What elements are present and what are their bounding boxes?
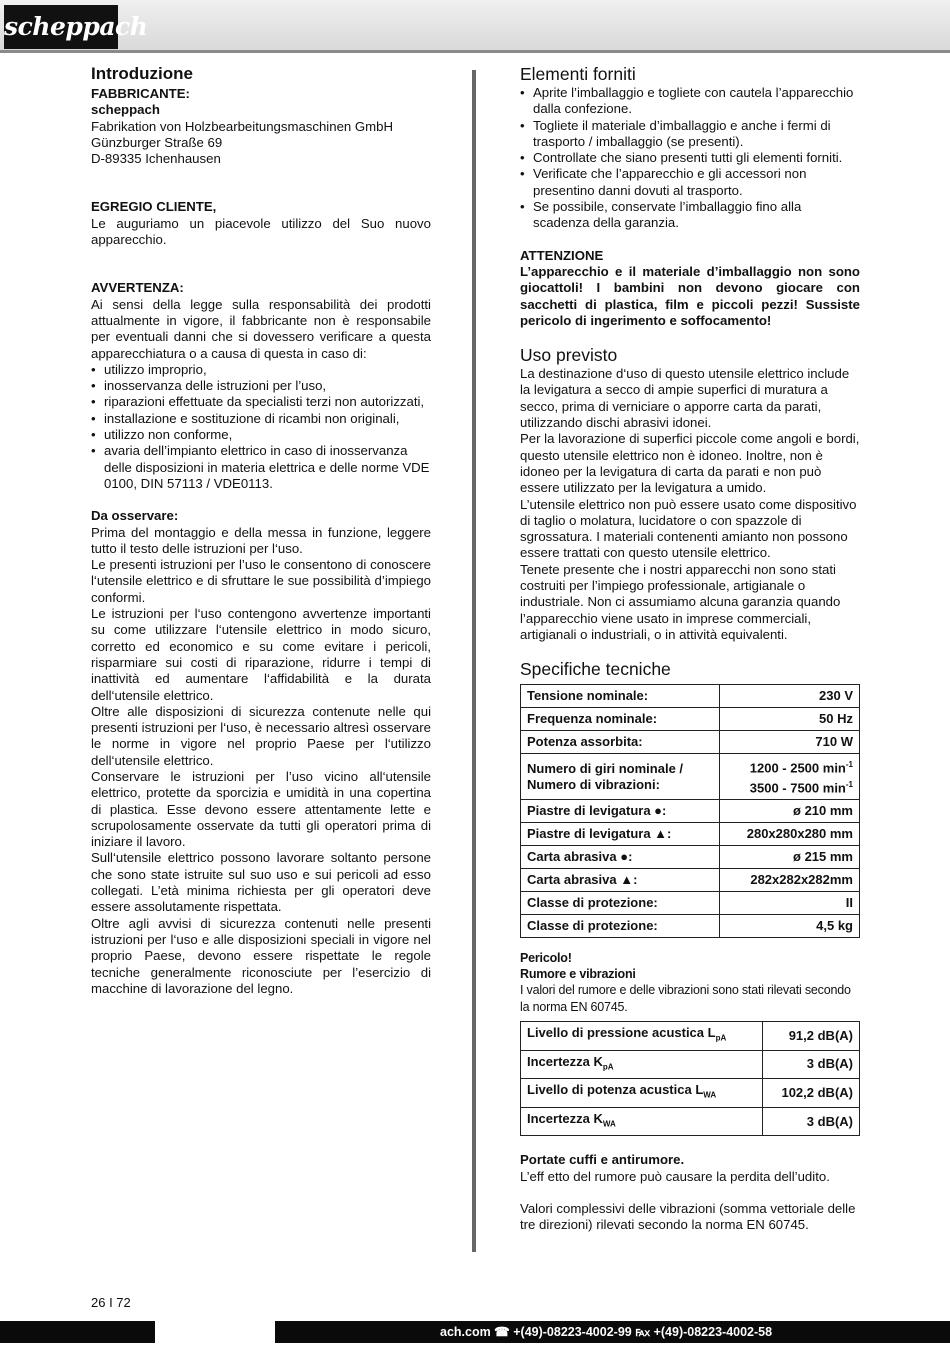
spec-value: 230 V — [719, 685, 859, 708]
use-paragraph: Per la lavorazione di superfici piccole come angoli e bordi, questo utensile elettrico non è idoneo. Inoltre, non è idoneo per la levigatura di carta da parati e non può essere utilizzato per la levigatura a umido. — [520, 431, 860, 496]
spec-label: Piastre di levigatura ▲: — [521, 822, 720, 845]
danger-label: Pericolo! — [520, 950, 572, 965]
noise-table — [520, 1021, 860, 1136]
table-row — [521, 845, 860, 868]
spec-value — [719, 754, 859, 800]
spec-value: 282x282x282mm — [719, 868, 859, 891]
noise-label-text: Livello di potenza acustica L — [527, 1082, 704, 1098]
spec-value: 4,5 kg — [719, 914, 859, 937]
noise-label — [521, 1050, 763, 1079]
noise-text: I valori del rumore e delle vibrazioni sono stati rilevati secondo la norma EN 60745. — [520, 983, 851, 1014]
page-number: 26 I 72 — [91, 1295, 131, 1310]
table-row — [521, 1050, 860, 1079]
list-item: • Verificate che l’apparecchio e gli accessori non presentino danni dovuti al trasporto. — [520, 166, 860, 199]
noise-label — [521, 1022, 763, 1051]
use-paragraph: La destinazione d‘uso di questo utensile elettrico include la levigatura a secco di ampie superfici di muratura a secco, prima di verniciare o apporre carta da parati, utilizzando dischi abrasivi idonei. — [520, 366, 850, 431]
dear-text: Le auguriamo un piacevole utilizzo del Suo nuovo apparecchio. — [91, 215, 431, 248]
noise-label-text: Livello di pressione acustica L — [527, 1025, 716, 1041]
noise-value: 3 dB(A) — [763, 1050, 860, 1079]
noise-sub: WA — [703, 1090, 717, 1100]
spec-label: Classe di protezione: — [521, 914, 720, 937]
vib-text: Valori complessivi delle vibrazioni (somma vettoriale delle tre direzioni) rilevati secondo la norma EN 60745. — [520, 1201, 856, 1233]
table-row — [521, 1107, 860, 1136]
use-title: Uso previsto — [520, 345, 618, 366]
noise-value: 91,2 dB(A) — [763, 1022, 860, 1051]
note-paragraph: Sull‘utensile elettrico possono lavorare soltanto persone che sono state istruite sul suo uso e sui pericoli ad esso collegati. L’età minima richiesta per gli operatori deve essere assolutamente rispettata. — [91, 850, 431, 915]
footer-contact: ach.com ☎ +(49)-08223-4002-99 ℻ +(49)-08223-4002-58 — [440, 1325, 773, 1339]
spec-value: 280x280x280 mm — [719, 822, 859, 845]
attention-label: ATTENZIONE — [520, 247, 604, 263]
spec-sup: -1 — [845, 779, 853, 789]
spec-value-line: 1200 - 2500 min — [749, 760, 846, 776]
noise-value: 102,2 dB(A) — [763, 1079, 860, 1108]
table-row — [521, 822, 860, 845]
warning-text: Ai sensi della legge sulla responsabilità dei prodotti attualmente in vigore, il fabbricante non è responsabile per eventuali danni che si dovessero verificare a questa apparecchiatura o a causa di questa in caso di: — [91, 296, 431, 361]
spec-value-line: 3500 - 7500 min — [749, 779, 846, 795]
left-column — [91, 64, 431, 997]
spec-label: Tensione nominale: — [521, 685, 720, 708]
spec-value: 50 Hz — [719, 708, 859, 731]
noise-sub: pA — [602, 1062, 614, 1072]
spec-value: ø 210 mm — [719, 799, 859, 822]
table-row — [521, 731, 860, 754]
note-paragraph: Prima del montaggio e della messa in funzione, leggere tutto il testo delle istruzioni per l‘uso. — [91, 524, 431, 556]
table-row — [521, 891, 860, 914]
noise-label-text: Incertezza K — [527, 1053, 603, 1069]
note-label: Da osservare: — [91, 508, 179, 524]
noise-label-text: Incertezza K — [527, 1110, 603, 1126]
spec-value: 710 W — [719, 731, 859, 754]
list-item: • installazione e sostituzione di ricambi non originali, — [91, 411, 431, 427]
spec-label: Piastre di levigatura ●: — [521, 799, 720, 822]
noise-label — [521, 1079, 763, 1108]
intro-title: Introduzione — [91, 64, 193, 83]
scheppach-logo: scheppach — [4, 5, 118, 49]
spec-title: Specifiche tecniche — [520, 659, 671, 680]
note-paragraph: Oltre agli avvisi di sicurezza contenuti nelle presenti istruzioni per l‘uso e alle disposizioni speciali in vigore nel proprio Paese, devono essere rispettate le regole tecniche generalmente riconosciute per l’esercizio di macchine di lavorazione del legno. — [91, 915, 431, 996]
manufacturer-name: scheppach — [91, 102, 160, 118]
list-item: • Controllate che siano presenti tutti gli elementi forniti. — [520, 150, 860, 166]
column-divider — [472, 70, 476, 1252]
noise-label — [521, 1107, 763, 1136]
spec-label: Carta abrasiva ●: — [521, 845, 720, 868]
ear-label: Portate cuffi e antirumore. — [520, 1152, 685, 1168]
note-paragraph: Le presenti istruzioni per l’uso le consentono di conoscere l‘utensile elettrico e di sfruttare le sue possibilità d’impiego conformi. — [91, 557, 431, 605]
table-row — [521, 914, 860, 937]
table-row — [521, 868, 860, 891]
table-row — [521, 754, 860, 800]
list-item: • utilizzo non conforme, — [91, 427, 431, 443]
attention-text: L’apparecchio e il materiale d’imballaggio non sono giocattoli! I bambini non devono giocare con sacchetti di plastica, film e piccoli pezzi! Sussiste pericolo di ingerimento e soffocamento! — [520, 263, 860, 328]
list-item: • Togliete il materiale d’imballaggio e anche i fermi di trasporto / imballaggio (se presenti). — [520, 118, 860, 151]
table-row — [521, 1022, 860, 1051]
note-paragraph: Le istruzioni per l‘uso contengono avvertenze importanti su come utilizzare l‘utensile elettrico in modo sicuro, corretto ed economico e su come evitare i pericoli, risparmiare sui costi di riparazione, ridurre i tempi di inattività ed aumentare l‘affidabilità e la durata dell‘utensile elettrico. — [91, 606, 431, 703]
warning-list — [91, 362, 431, 492]
address-line: Günzburger Straße 69 — [91, 134, 223, 150]
spec-label: Frequenza nominale: — [521, 708, 720, 731]
spec-label — [521, 754, 720, 800]
right-column — [520, 64, 860, 1234]
table-row — [521, 799, 860, 822]
spec-value: ø 215 mm — [719, 845, 859, 868]
supplied-list — [520, 85, 860, 232]
dear-label: EGREGIO CLIENTE, — [91, 199, 217, 215]
ear-text: L’eff etto del rumore può causare la perdita dell’udito. — [520, 1168, 830, 1184]
use-paragraph: Tenete presente che i nostri apparecchi non sono stati costruiti per l’impiego professionale, artigianale o industriale. Non ci assumiamo alcuna garanzia quando l’apparecchio viene usato in imprese commerciali, artigianali o industriali, o in attività equivalenti. — [520, 561, 841, 642]
spec-label: Classe di protezione: — [521, 891, 720, 914]
supplied-title: Elementi forniti — [520, 64, 636, 84]
noise-label: Rumore e vibrazioni — [520, 967, 636, 982]
spec-value: II — [719, 891, 859, 914]
table-row — [521, 708, 860, 731]
address-line: D-89335 Ichenhausen — [91, 151, 221, 167]
noise-sub: WA — [602, 1119, 616, 1129]
footer-white-block — [155, 1321, 275, 1345]
spec-label-line: Numero di giri nominale / — [527, 760, 684, 776]
manufacturer-label: FABBRICANTE: — [91, 86, 190, 101]
list-item: • riparazioni effettuate da specialisti terzi non autorizzati, — [91, 394, 431, 410]
spec-label: Carta abrasiva ▲: — [521, 868, 720, 891]
spec-label-line: Numero di vibrazioni: — [527, 776, 660, 792]
list-item: • Aprite l’imballaggio e togliete con cautela l’apparecchio dalla confezione. — [520, 85, 860, 118]
table-row — [521, 685, 860, 708]
list-item: • Se possibile, conservate l’imballaggio fino alla scadenza della garanzia. — [520, 199, 860, 232]
noise-sub: pA — [715, 1033, 727, 1043]
spec-label: Potenza assorbita: — [521, 731, 720, 754]
noise-value: 3 dB(A) — [763, 1107, 860, 1136]
note-paragraph: Oltre alle disposizioni di sicurezza contenute nelle qui presenti istruzioni per l‘uso, è necessario altresì osservare le norme in vigore nel proprio Paese per l‘utilizzo dell‘utensile elettrico. — [91, 703, 431, 768]
note-paragraph: Conservare le istruzioni per l’uso vicino all‘utensile elettrico, protette da sporcizia e umidità in una copertina di plastica. Esse devono essere attentamente lette e scrupolosamente osservate da tutti gli operatori prima di iniziare il lavoro. — [91, 768, 431, 850]
list-item: • inosservanza delle istruzioni per l’uso, — [91, 378, 431, 394]
address-line: Fabrikation von Holzbearbeitungsmaschinen GmbH — [91, 118, 393, 134]
list-item: • avaria dell’impianto elettrico in caso di inosservanza delle disposizioni in materia elettrica e delle norme VDE 0100, DIN 57113 / VDE0113. — [91, 443, 431, 492]
use-paragraph: L’utensile elettrico non può essere usato come dispositivo di taglio o molatura, lucidatore o con spazzole di sgrossatura. I materiali contenenti amianto non possono essere trattati con questo utensile elettrico. — [520, 496, 857, 561]
spec-table — [520, 684, 860, 938]
table-row — [521, 1079, 860, 1108]
spec-sup: -1 — [845, 760, 853, 770]
list-item: • utilizzo improprio, — [91, 362, 431, 378]
warning-label: AVVERTENZA: — [91, 280, 184, 296]
